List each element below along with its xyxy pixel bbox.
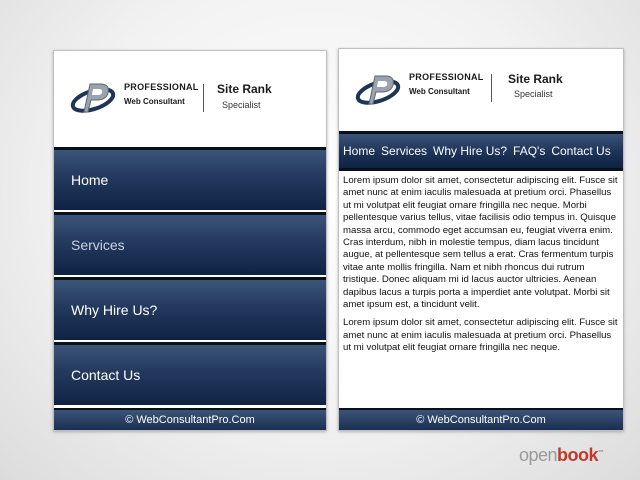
nav-link-faqs[interactable]: FAQ's — [513, 144, 546, 158]
openbook-logo — [519, 445, 604, 466]
openbook-book-text: book — [557, 445, 599, 465]
p-swoosh-logo-icon — [355, 70, 401, 110]
brand-specialist: Specialist — [222, 100, 261, 110]
nav-link-why-hire-us[interactable]: Why Hire Us? — [433, 144, 508, 158]
openbook-open-text: open — [519, 445, 558, 465]
brand-divider — [491, 74, 492, 102]
brand-specialist: Specialist — [514, 89, 553, 99]
nav-link-contact-us[interactable]: Contact Us — [551, 144, 611, 158]
brand-professional: PROFESSIONAL — [409, 72, 484, 82]
mobile-mockup-content-page — [338, 48, 624, 431]
mobile-mockup-nav-menu — [53, 50, 327, 431]
nav-button-home[interactable]: Home — [54, 147, 326, 210]
top-nav-bar — [339, 131, 623, 171]
brand-web-consultant: Web Consultant — [409, 87, 470, 96]
nav-button-services[interactable]: Services — [54, 212, 326, 275]
copyright-footer: © WebConsultantPro.Com — [339, 408, 623, 430]
nav-link-home[interactable]: Home — [343, 144, 376, 158]
brand-site-rank: Site Rank — [217, 82, 272, 96]
p-swoosh-logo-icon — [70, 78, 116, 118]
nav-button-why-hire-us[interactable]: Why Hire Us? — [54, 277, 326, 340]
brand-professional: PROFESSIONAL — [124, 82, 199, 92]
site-header — [339, 49, 623, 131]
body-paragraph: Lorem ipsum dolor sit amet, consectetur adipiscing elit. Fusce sit amet nunc at enim iaculis malesuada at pretium orci. Phasellus ut mi volutpat elit feugiat ornare fringilla nec neque. Morbi pellentesque varius tellus, vitae facilisis odio tempus in. Quisque massa arcu, commodo eget accumsan eu, feugiat viverra enim. Cras interdum, nibh in molestie tempus, diam lacus tincidunt augue, at pellentesque sem tellus a erat. Cras fermentum turpis vitae ante mollis fringilla. Nam et nibh rhoncus dui rutrum tristique. Donec aliquam mi id lacus auctor ultricies. Aenean dapibus lacus a turpis porta a imperdiet ante volutpat. Morbi sit amet ipsum est, a tincidunt velit. — [343, 175, 618, 311]
nav-link-services[interactable]: Services — [381, 144, 428, 158]
nav-button-contact-us[interactable]: Contact Us — [54, 342, 326, 405]
brand-web-consultant: Web Consultant — [124, 97, 185, 106]
site-header — [54, 51, 326, 145]
trademark-mark: ™ — [598, 450, 604, 456]
body-content — [339, 171, 623, 355]
copyright-footer: © WebConsultantPro.Com — [54, 408, 326, 430]
body-paragraph: Lorem ipsum dolor sit amet, consectetur adipiscing elit. Fusce sit amet nunc at enim iaculis malesuada at pretium orci. Phasellus ut mi volutpat elit feugiat ornare fringilla nec neque. — [343, 317, 618, 354]
brand-site-rank: Site Rank — [508, 72, 563, 86]
brand-divider — [203, 84, 204, 112]
